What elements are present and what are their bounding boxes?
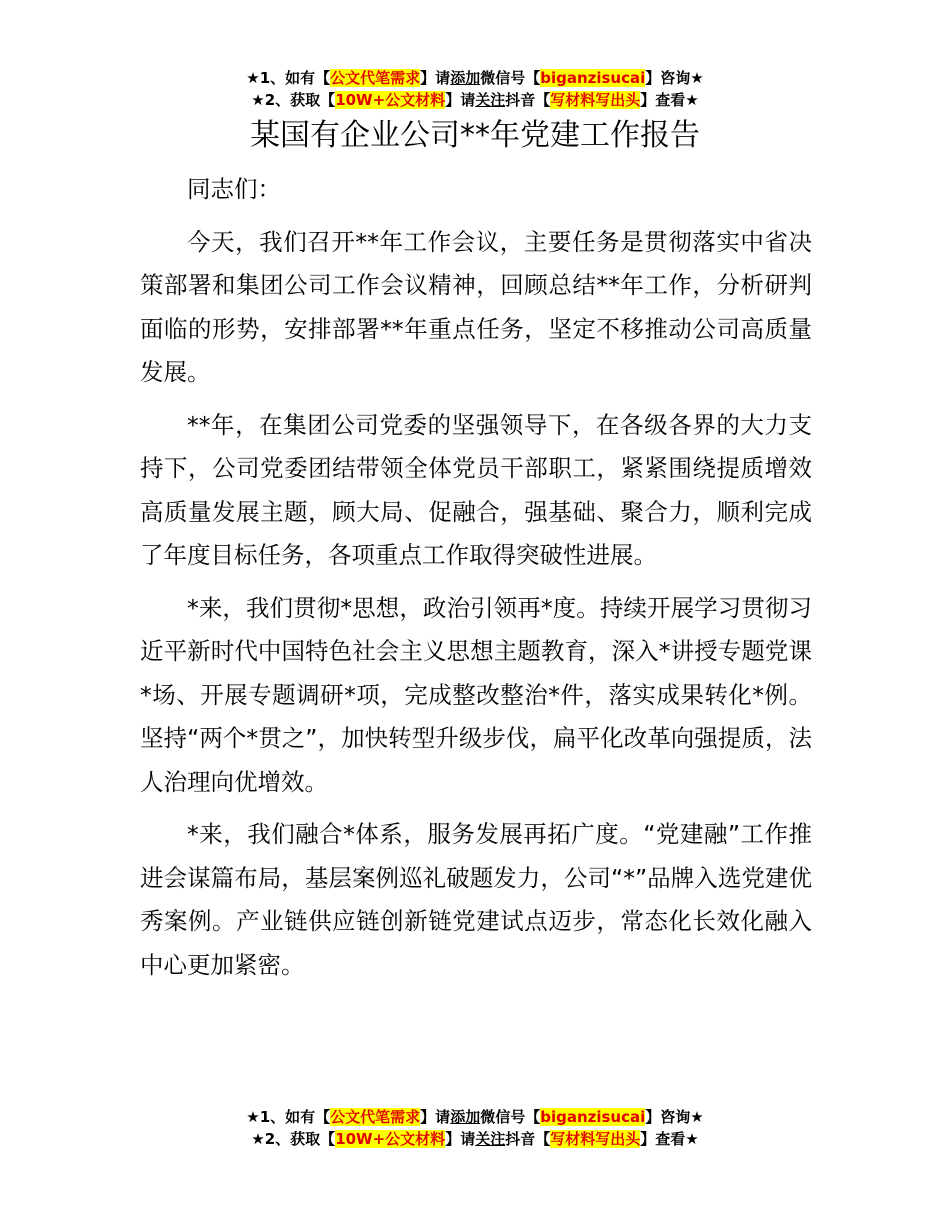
highlight-wechat-id: biganzisucai <box>540 69 646 87</box>
promo-banner-bottom <box>0 1106 950 1150</box>
paragraph-integration: *来，我们融合*体系，服务发展再拓广度。“党建融”工作推进会谋篇布局，基层案例巡礼破题发力，公司“*”品牌入选党建优秀案例。产业链供应链创新链党建试点迈步，常态化长效化融入中心更加紧密。 <box>140 820 812 979</box>
highlight-wechat-id: biganzisucai <box>540 1108 646 1126</box>
paragraph-intro: 今天，我们召开**年工作会议，主要任务是贯彻落实中省决策部署和集团公司工作会议精神，回顾总结**年工作，分析研判面临的形势，安排部署**年重点任务，坚定不移推动公司高质量发展。 <box>140 227 812 386</box>
promo-banner-top <box>0 67 950 111</box>
promo-line-1: ★1、如有【公文代笔需求】请添加微信号【biganzisucai】咨询★ <box>246 1108 704 1126</box>
highlight-account: 写材料写出头 <box>550 91 641 109</box>
paragraph-summary: **年，在集团公司党委的坚强领导下，在各级各界的大力支持下，公司党委团结带领全体党员干部职工，紧紧围绕提质增效高质量发展主题，顾大局、促融合，强基础、聚合力，顺利完成了年度目标任务，各项重点工作取得突破性进展。 <box>140 410 812 569</box>
highlight-account: 写材料写出头 <box>550 1130 641 1148</box>
highlight-service: 公文代笔需求 <box>330 1108 421 1126</box>
highlight-materials: 10W+公文材料 <box>335 1130 446 1148</box>
promo-line-2: ★2、获取【10W+公文材料】请关注抖音【写材料写出头】查看★ <box>251 91 699 109</box>
promo-line-2: ★2、获取【10W+公文材料】请关注抖音【写材料写出头】查看★ <box>251 1130 699 1148</box>
highlight-materials: 10W+公文材料 <box>335 91 446 109</box>
promo-line-1: ★1、如有【公文代笔需求】请添加微信号【biganzisucai】咨询★ <box>246 69 704 87</box>
paragraph-politics: *来，我们贯彻*思想，政治引领再*度。持续开展学习贯彻习近平新时代中国特色社会主义思想主题教育，深入*讲授专题党课*场、开展专题调研*项，完成整改整治*件，落实成果转化*例。坚持“两个*贯之”，加快转型升级步伐，扁平化改革向强提质，法人治理向优增效。 <box>140 593 812 796</box>
salutation: 同志们： <box>187 175 281 203</box>
highlight-service: 公文代笔需求 <box>330 69 421 87</box>
document-title: 某国有企业公司**年党建工作报告 <box>250 118 700 153</box>
document-body <box>140 168 812 996</box>
